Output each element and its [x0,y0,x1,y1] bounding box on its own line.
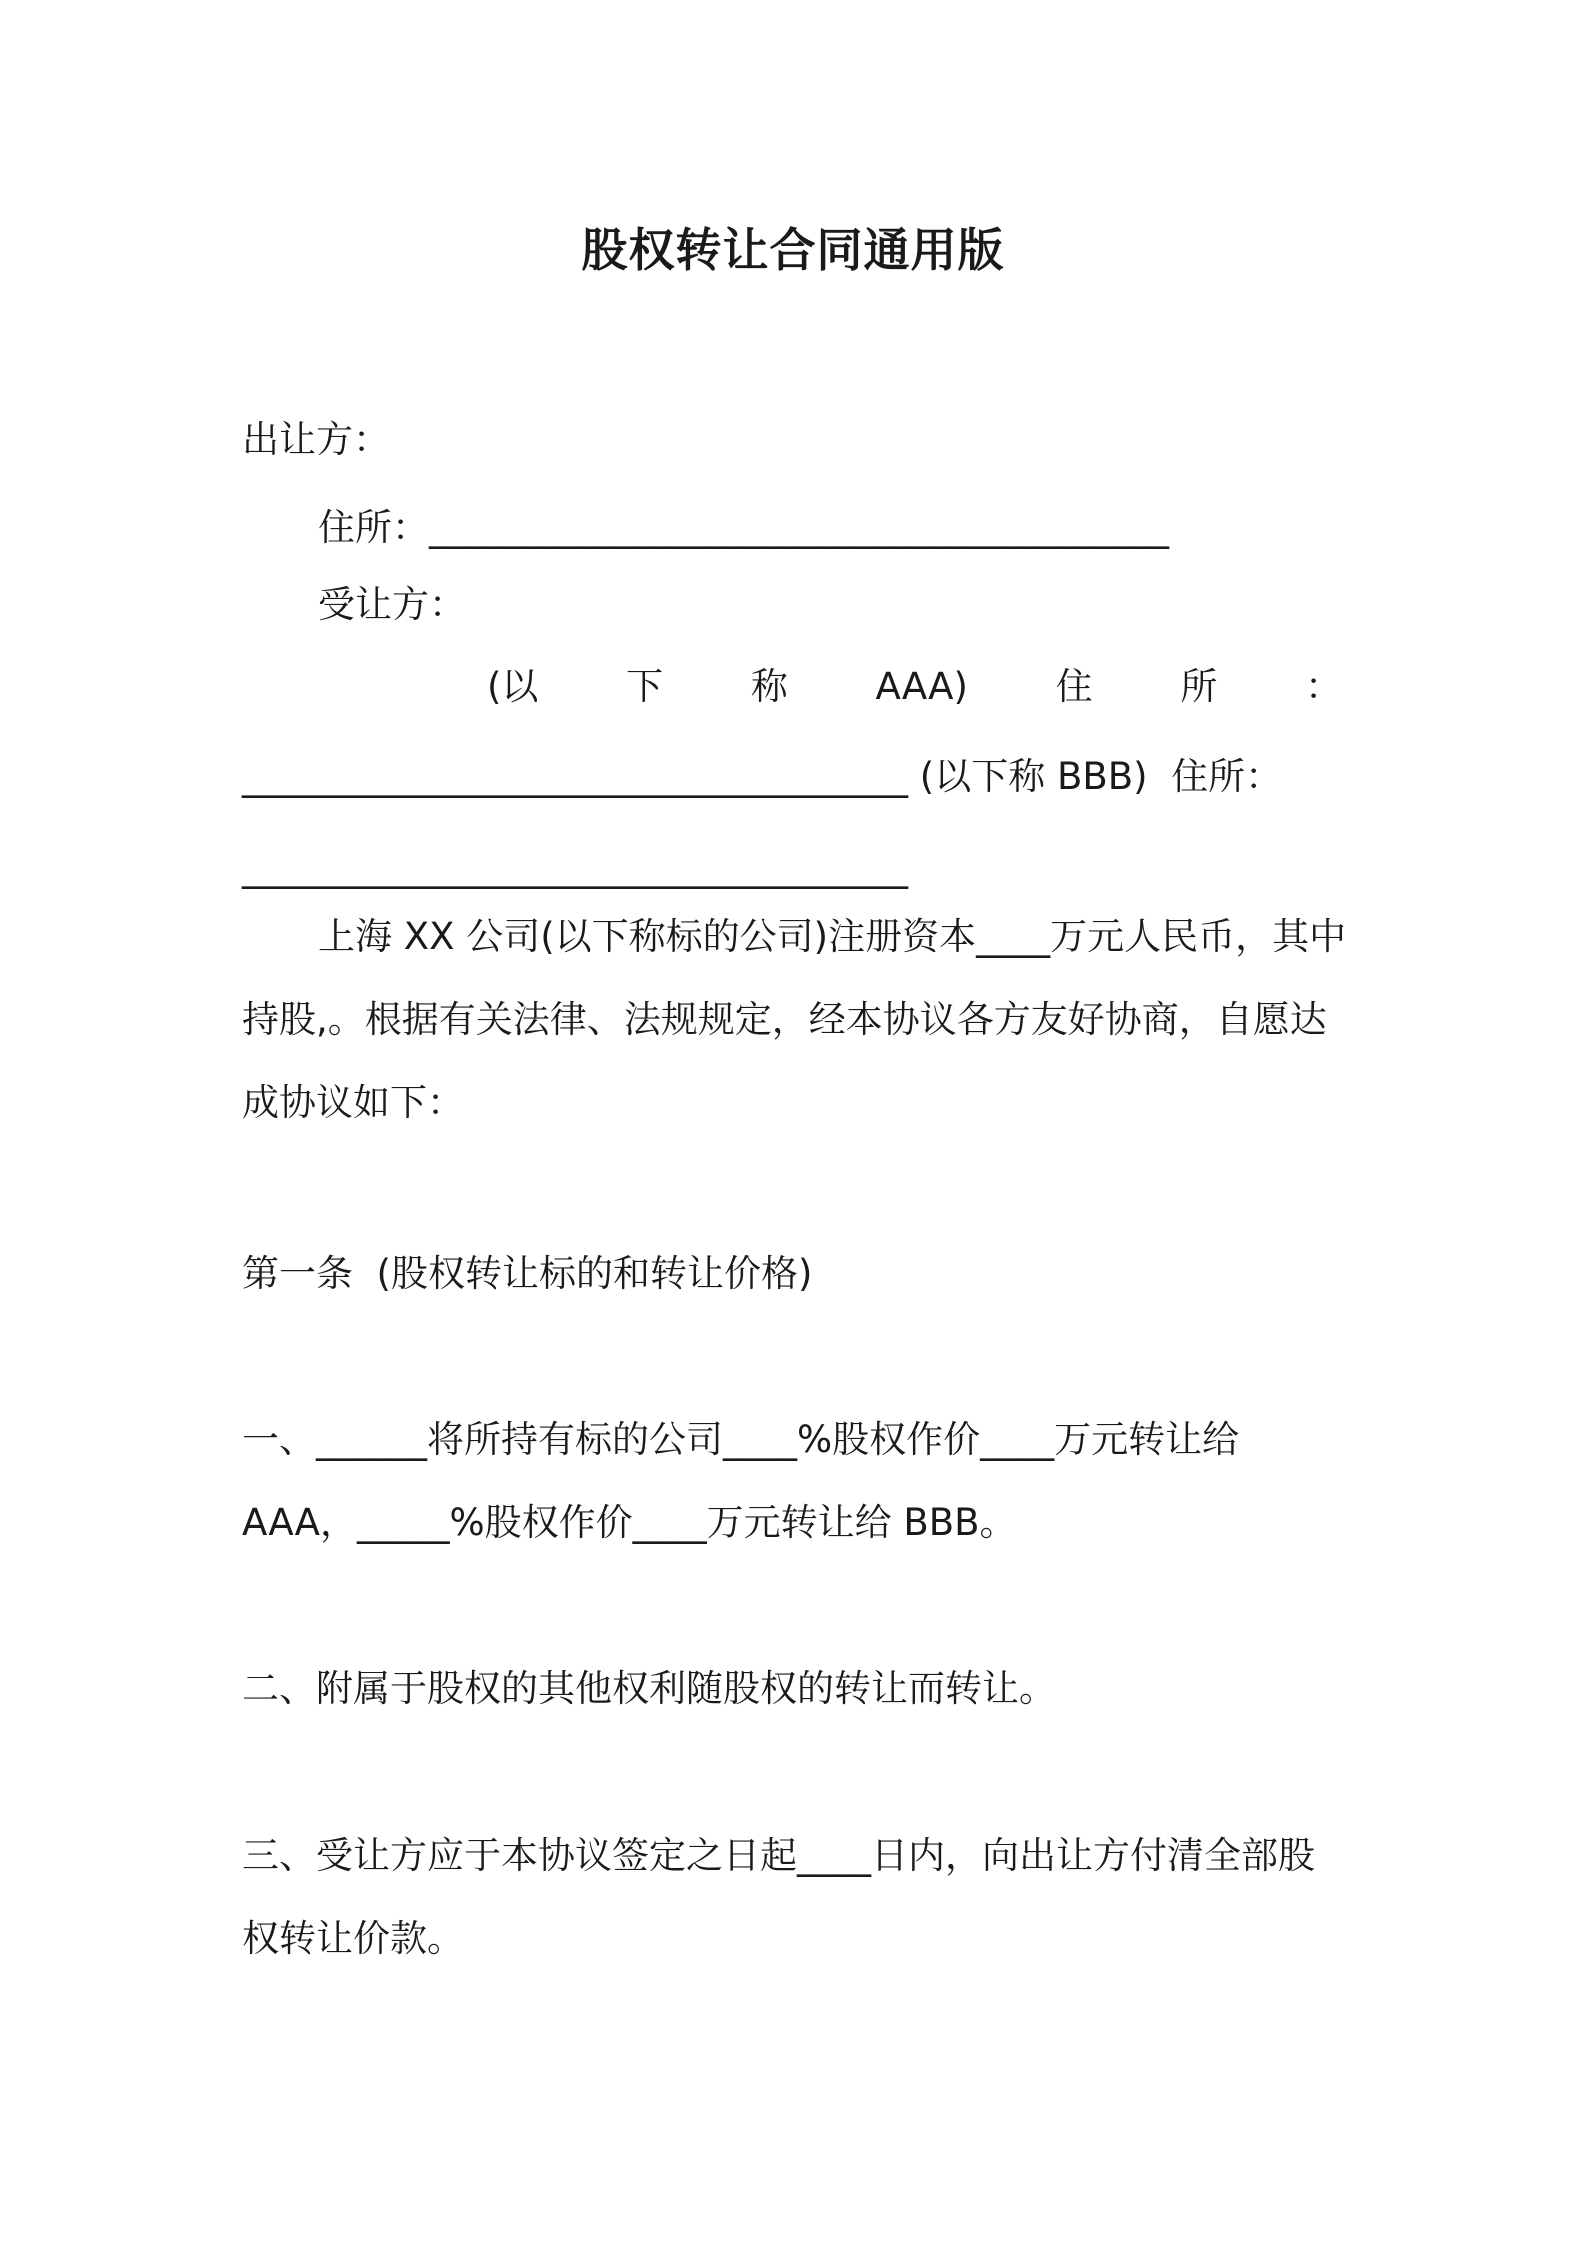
party-word: 称 [750,665,788,708]
transferor-address: 住所：________________________________________ [318,506,1169,549]
transferee-label: 受让方： [318,583,466,626]
clause-2: 二、附属于股权的其他权利随股权的转让而转让。 [242,1667,1056,1710]
article-1-heading: 第一条 (股权转让标的和转让价格) [242,1252,813,1295]
intro-line-2: 持股,。根据有关法律、法规规定，经本协议各方友好协商，自愿达 [242,998,1327,1041]
clause-1-line-1: 一、______将所持有标的公司____%股权作价____万元转让给 [242,1418,1240,1461]
document-title: 股权转让合同通用版 [581,223,1005,277]
clause-3-line-2: 权转让价款。 [242,1917,464,1960]
party-aaa-line [242,662,1342,712]
intro-line-1: 上海 XX 公司(以下称标的公司)注册资本____万元人民币，其中 [318,915,1347,958]
clause-1-line-2: AAA，_____%股权作价____万元转让给 BBB。 [242,1501,1017,1544]
intro-line-3: 成协议如下： [242,1081,464,1124]
clause-3-line-1: 三、受让方应于本协议签定之日起____日内，向出让方付清全部股 [242,1834,1315,1877]
party-word: 所 [1180,665,1218,708]
blank-address-line: ____________________________________ [242,846,908,889]
party-bbb-line: ____________________________________ (以下称 BBB) 住所： [242,755,1283,798]
party-word: 下 [626,665,664,708]
party-word: (以 [487,665,539,708]
party-word: ： [1305,665,1342,708]
party-word: 住 [1055,665,1093,708]
transferor-label: 出让方： [242,418,390,461]
party-word: AAA) [875,665,968,708]
